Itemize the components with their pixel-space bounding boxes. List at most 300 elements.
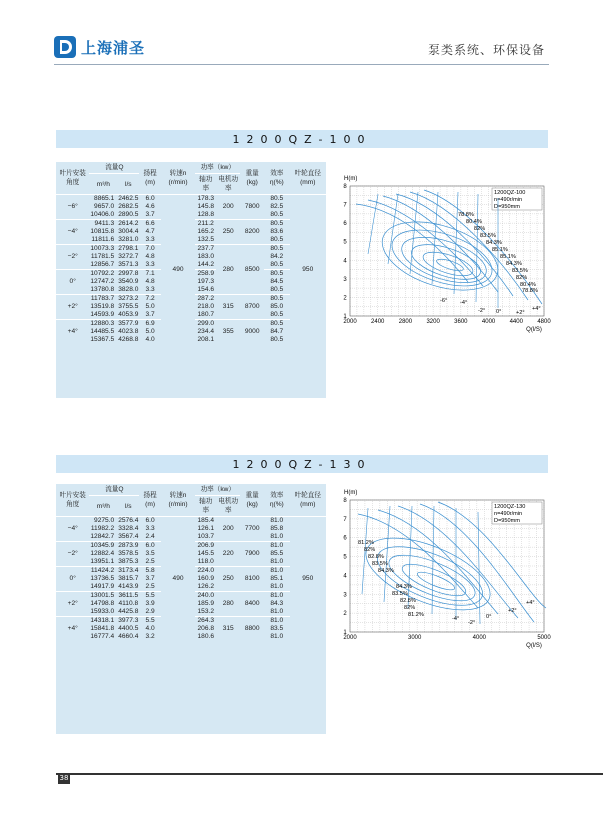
flow-ls-cell: 2576.4: [118, 517, 139, 524]
x-tick-label: 3600: [454, 319, 468, 325]
motor-power-cell: 315: [216, 617, 240, 642]
angle-cell: −4°: [67, 525, 78, 532]
head-cell: 4.8: [145, 253, 155, 260]
footer-divider: [56, 773, 603, 775]
head-cell: 4.0: [145, 336, 155, 343]
y-tick-label: 8: [343, 184, 347, 190]
efficiency-label: 80.4%: [466, 219, 482, 225]
diameter-cell: 950: [302, 575, 314, 582]
table-row: [56, 517, 326, 526]
y-tick-label: 1: [343, 314, 347, 320]
efficiency-cell: 85.5: [270, 550, 284, 557]
legend-text: n=490r/min: [494, 197, 523, 203]
angle-cell: −2°: [56, 245, 89, 270]
efficiency-cell: 81.0: [264, 592, 289, 601]
efficiency-label: 82.8%: [400, 598, 416, 604]
table-header: 叶片安装角度: [56, 162, 89, 195]
efficiency-label: 82.8%: [368, 554, 384, 560]
x-axis-label: Q(l/S): [526, 327, 542, 333]
efficiency-label: 82%: [364, 547, 376, 553]
table-header: 轴功率: [195, 174, 216, 195]
flow-ls-cell: 2873.9: [118, 542, 139, 549]
head-cell: 3.9: [145, 600, 155, 607]
efficiency-label: 78.8%: [458, 212, 474, 218]
weight-cell: 8400: [240, 592, 264, 617]
head-cell: 3.2: [145, 633, 155, 640]
efficiency-cell: 80.5: [270, 336, 284, 343]
flow-m3h-cell: 14798.8: [90, 600, 115, 607]
motor-power-cell: 280: [216, 245, 240, 295]
head-curve: [378, 510, 498, 614]
efficiency-label: 84.3%: [486, 240, 502, 246]
flow-ls-cell: 3578.5: [118, 550, 139, 557]
efficiency-label: 81.2%: [358, 540, 374, 546]
y-tick-label: 3: [343, 592, 347, 599]
flow-m3h-cell: 13736.5: [90, 575, 115, 582]
shaft-power-cell: 258.9: [195, 270, 216, 279]
x-tick-label: 2000: [343, 635, 357, 641]
efficiency-label: 84.3%: [396, 584, 412, 590]
flow-m3h-cell: 9275.0: [94, 517, 115, 524]
angle-cell: +2°: [56, 295, 89, 320]
efficiency-label: 84.3%: [506, 261, 522, 267]
motor-power-cell: 280: [216, 592, 240, 617]
legend-text: 1200QZ-100: [494, 190, 526, 196]
efficiency-cell: 80.5: [270, 286, 284, 293]
shaft-power-cell: 180.7: [197, 311, 215, 318]
blade-angle-label: -2°: [468, 620, 476, 626]
flow-m3h-cell: 12747.2: [90, 278, 115, 285]
angle-cell: 0°: [56, 270, 89, 295]
table-header: 轴功率: [195, 496, 216, 517]
flow-ls-cell: 4023.8: [118, 328, 139, 335]
flow-m3h-cell: 13001.5: [89, 592, 117, 601]
speed-cell: 490: [172, 265, 184, 273]
flow-m3h-cell: 11783.7: [89, 295, 117, 304]
blade-angle-label: -4°: [460, 300, 468, 306]
table-header: 效率η(%): [264, 484, 289, 517]
head-cell: 4.0: [145, 625, 155, 632]
flow-m3h-cell: 13780.8: [90, 286, 115, 293]
flow-ls-cell: 2682.5: [118, 203, 139, 210]
flow-ls-cell: 3273.2: [118, 295, 139, 302]
flow-m3h-cell: 12856.7: [90, 261, 115, 268]
flow-m3h-cell: 9657.0: [94, 203, 115, 210]
efficiency-curve: [416, 569, 457, 593]
blade-angle-label: -6°: [440, 298, 448, 304]
shaft-power-cell: 211.2: [195, 220, 216, 229]
flow-m3h-cell: 11982.2: [90, 525, 115, 532]
blade-angle-label: 0°: [486, 614, 492, 620]
blade-angle-label: +2°: [508, 608, 517, 614]
table-header: 叶轮直径(mm): [290, 484, 326, 517]
page-number: 38: [59, 774, 69, 782]
efficiency-label: 83.5%: [392, 591, 408, 597]
efficiency-cell: 80.5: [270, 261, 284, 268]
angle-cell: −2°: [56, 542, 89, 567]
efficiency-cell: 80.5: [270, 211, 284, 218]
efficiency-cell: 81.0: [270, 558, 284, 565]
table-header: m³/h: [89, 174, 117, 195]
efficiency-cell: 84.5: [270, 278, 284, 285]
flow-ls-cell: 4110.8: [118, 600, 139, 607]
table-header: 叶轮直径(mm): [290, 162, 326, 195]
table-header: 扬程(m): [139, 162, 160, 195]
shaft-power-cell: 185.9: [197, 600, 215, 607]
shaft-power-cell: 118.0: [197, 558, 214, 565]
x-tick-label: 2400: [371, 319, 385, 325]
flow-m3h-cell: 10345.9: [89, 542, 117, 551]
angle-cell: 0°: [56, 567, 89, 592]
y-tick-label: 4: [343, 258, 347, 265]
flow-m3h-cell: 10815.8: [90, 228, 115, 235]
efficiency-label: 81.2%: [408, 612, 424, 618]
flow-ls-cell: 3755.5: [118, 303, 139, 310]
flow-m3h-cell: 14917.9: [90, 583, 115, 590]
x-tick-label: 4000: [472, 635, 487, 641]
speed-cell: 490: [172, 575, 184, 582]
motor-power-cell: 250: [216, 220, 240, 245]
blade-angle-label: +4°: [526, 600, 535, 606]
flow-ls-cell: 3328.4: [118, 525, 139, 532]
table-header: 流量Q: [89, 484, 139, 496]
flow-m3h-cell: 8865.1: [94, 195, 115, 202]
head-cell: 7.0: [139, 245, 160, 254]
flow-m3h-cell: 12882.4: [90, 550, 115, 557]
section-panel-2: [56, 476, 551, 738]
y-tick-label: 6: [343, 221, 347, 228]
head-cell: 5.0: [145, 303, 155, 310]
table-header: 重量(kg): [240, 162, 264, 195]
flow-ls-cell: 3540.9: [118, 278, 139, 285]
head-cell: 3.3: [145, 261, 155, 268]
head-cell: 2.9: [145, 608, 155, 615]
brand-logo-icon: [54, 36, 76, 58]
flow-ls-cell: 2890.5: [118, 211, 139, 218]
efficiency-cell: 84.7: [270, 328, 284, 335]
head-cell: 3.3: [145, 525, 155, 532]
weight-cell: 8700: [240, 295, 264, 320]
efficiency-label: 84.3%: [378, 568, 394, 574]
flow-ls-cell: 3875.3: [118, 558, 139, 565]
head-cell: 5.5: [139, 592, 160, 601]
flow-ls-cell: 3977.3: [118, 617, 139, 624]
shaft-power-cell: 218.0: [197, 303, 215, 310]
legend-text: D=950mm: [494, 518, 520, 524]
shaft-power-cell: 234.4: [197, 328, 215, 335]
header-divider: [54, 64, 549, 65]
shaft-power-cell: 299.0: [195, 320, 216, 329]
efficiency-cell: 82.5: [270, 203, 284, 210]
flow-ls-cell: 4053.9: [118, 311, 139, 318]
brand-name: 上海浦圣: [81, 38, 146, 57]
efficiency-cell: 84.3: [270, 600, 284, 607]
spec-table: [56, 162, 326, 344]
head-cell: 7.2: [139, 295, 160, 304]
efficiency-cell: 80.5: [270, 236, 284, 243]
efficiency-cell: 80.5: [270, 195, 284, 202]
shaft-power-cell: 208.1: [197, 336, 215, 343]
shaft-power-cell: 183.0: [197, 253, 215, 260]
flow-ls-cell: 4400.5: [118, 625, 139, 632]
head-cell: 3.3: [145, 286, 155, 293]
table-header: 功率（kw）: [195, 162, 240, 174]
efficiency-cell: 83.5: [270, 625, 284, 632]
shaft-power-cell: 287.2: [195, 295, 216, 304]
flow-m3h-cell: 14318.1: [89, 617, 117, 626]
efficiency-cell: 81.0: [270, 608, 284, 615]
shaft-power-cell: 206.8: [197, 625, 215, 632]
flow-m3h-cell: 15841.8: [90, 625, 115, 632]
brand-logo: [54, 34, 145, 60]
efficiency-cell: 84.2: [270, 253, 284, 260]
head-cell: 2.5: [145, 583, 155, 590]
x-tick-label: 3200: [426, 319, 440, 325]
performance-table-1: [56, 162, 326, 398]
table-header: 电机功率: [216, 174, 240, 195]
efficiency-label: 82%: [404, 605, 416, 611]
shaft-power-cell: 126.1: [197, 525, 215, 532]
weight-cell: 7700: [244, 525, 260, 532]
shaft-power-cell: 132.5: [197, 236, 215, 243]
head-cell: 4.7: [145, 228, 155, 235]
flow-m3h-cell: 14485.5: [90, 328, 115, 335]
y-tick-label: 5: [343, 554, 347, 561]
efficiency-cell: 81.0: [264, 542, 289, 551]
shaft-power-cell: 145.8: [197, 203, 215, 210]
weight-cell: 9000: [240, 320, 264, 345]
efficiency-cell: 80.5: [264, 245, 289, 254]
flow-m3h-cell: 15933.0: [90, 608, 115, 615]
table-header: 叶片安装角度: [56, 484, 89, 517]
x-axis-label: Q(l/S): [526, 643, 542, 649]
head-cell: 7.1: [139, 270, 160, 279]
efficiency-cell: 85.1: [270, 575, 284, 582]
flow-m3h-cell: 11781.5: [90, 253, 115, 260]
table-header: 功率（kw）: [195, 484, 240, 496]
efficiency-cell: 80.5: [264, 270, 289, 279]
flow-ls-cell: 3611.5: [118, 592, 139, 599]
head-cell: 5.8: [139, 567, 160, 576]
head-cell: 6.0: [145, 195, 155, 202]
y-tick-label: 4: [343, 573, 347, 580]
y-tick-label: 5: [343, 239, 347, 246]
head-cell: 6.9: [139, 320, 160, 329]
weight-cell: 7900: [240, 542, 264, 567]
efficiency-label: 85.1%: [500, 254, 516, 260]
blade-angle-label: 0°: [496, 309, 502, 315]
flow-m3h-cell: 10792.2: [89, 270, 117, 279]
efficiency-label: 80.4%: [520, 282, 536, 288]
efficiency-label: 82%: [474, 226, 486, 232]
flow-ls-cell: 3577.9: [118, 320, 139, 327]
flow-m3h-cell: 12880.3: [89, 320, 117, 329]
blade-angle-label: +2°: [516, 310, 525, 316]
motor-power-cell: 355: [216, 320, 240, 345]
efficiency-label: 85.1%: [492, 247, 508, 253]
angle-cell: −6°: [67, 203, 78, 210]
legend-text: 1200QZ-130: [494, 504, 526, 510]
flow-ls-cell: 3815.7: [118, 575, 139, 582]
shaft-power-cell: 240.0: [195, 592, 216, 601]
motor-power-cell: 220: [216, 542, 240, 567]
efficiency-cell: 80.5: [264, 320, 289, 329]
efficiency-line: [384, 506, 390, 602]
shaft-power-cell: 224.0: [195, 567, 216, 576]
y-axis-label: H(m): [344, 490, 358, 496]
efficiency-label: 83.5%: [372, 561, 388, 567]
motor-power-cell: 200: [222, 203, 234, 210]
shaft-power-cell: 180.6: [197, 633, 215, 640]
performance-chart-1: [328, 164, 551, 350]
table-header: 重量(kg): [240, 484, 264, 517]
flow-ls-cell: 3272.7: [118, 253, 139, 260]
head-cell: 6.0: [145, 517, 155, 524]
flow-m3h-cell: 10406.0: [90, 211, 115, 218]
blade-angle-label: -2°: [478, 308, 486, 314]
head-cell: 2.4: [145, 533, 155, 540]
table-header: m³/h: [89, 496, 117, 517]
flow-m3h-cell: 10073.3: [89, 245, 117, 254]
angle-cell: +4°: [56, 320, 89, 345]
section-title-2: 1200QZ-130: [56, 455, 548, 473]
head-cell: 3.3: [145, 236, 155, 243]
legend-text: n=490r/min: [494, 511, 523, 517]
efficiency-label: 78.8%: [522, 288, 538, 294]
section-panel-1: [56, 152, 551, 400]
y-tick-label: 8: [343, 498, 347, 504]
shaft-power-cell: 128.8: [197, 211, 215, 218]
shaft-power-cell: 197.3: [197, 278, 215, 285]
x-tick-label: 2800: [398, 319, 413, 325]
shaft-power-cell: 145.5: [197, 550, 215, 557]
weight-cell: 7800: [244, 203, 260, 210]
shaft-power-cell: 126.2: [197, 583, 215, 590]
shaft-power-cell: 185.4: [197, 517, 215, 524]
y-axis-label: H(m): [344, 176, 358, 182]
shaft-power-cell: 206.9: [195, 542, 216, 551]
shaft-power-cell: 153.2: [197, 608, 215, 615]
shaft-power-cell: 264.3: [195, 617, 216, 626]
flow-m3h-cell: 12842.7: [90, 533, 115, 540]
head-cell: 3.5: [145, 550, 155, 557]
flow-ls-cell: 4268.8: [118, 336, 139, 343]
flow-m3h-cell: 13519.8: [90, 303, 115, 310]
flow-ls-cell: 4660.4: [118, 633, 139, 640]
head-cell: 5.5: [139, 617, 160, 626]
flow-m3h-cell: 11424.2: [89, 567, 117, 576]
efficiency-cell: 85.8: [270, 525, 284, 532]
efficiency-label: 82%: [516, 275, 528, 281]
flow-m3h-cell: 9411.3: [89, 220, 117, 229]
performance-table-2: [56, 484, 326, 734]
x-tick-label: 4800: [537, 319, 551, 325]
table-header: 转速n (r/min): [161, 484, 196, 517]
angle-cell: +4°: [56, 617, 89, 642]
motor-power-cell: 250: [216, 567, 240, 592]
y-tick-label: 2: [343, 295, 347, 302]
efficiency-cell: 85.0: [270, 303, 284, 310]
flow-ls-cell: 3173.4: [118, 567, 139, 574]
table-header: l/s: [117, 496, 139, 517]
x-tick-label: 5000: [537, 635, 551, 641]
flow-m3h-cell: 16777.4: [90, 633, 115, 640]
head-cell: 6.0: [139, 542, 160, 551]
flow-ls-cell: 3004.4: [118, 228, 139, 235]
table-header: 电机功率: [216, 496, 240, 517]
efficiency-line: [368, 194, 378, 254]
table-header: 流量Q: [89, 162, 139, 174]
efficiency-cell: 81.0: [264, 617, 289, 626]
weight-cell: 8100: [240, 567, 264, 592]
shaft-power-cell: 178.3: [197, 195, 215, 202]
x-tick-label: 2000: [343, 319, 357, 325]
table-header: l/s: [117, 174, 139, 195]
efficiency-cell: 80.5: [264, 220, 289, 229]
y-tick-label: 1: [343, 630, 347, 636]
efficiency-cell: 83.6: [270, 228, 284, 235]
head-cell: 4.8: [145, 278, 155, 285]
header-slogan: 泵类系统、环保设备: [427, 43, 545, 57]
diameter-cell: 950: [302, 265, 314, 273]
efficiency-line: [408, 506, 412, 608]
efficiency-label: 83.5%: [512, 268, 528, 274]
spec-table: [56, 484, 326, 641]
weight-cell: 8500: [240, 245, 264, 295]
shaft-power-cell: 160.9: [197, 575, 215, 582]
head-cell: 4.6: [145, 203, 155, 210]
efficiency-cell: 80.5: [270, 311, 284, 318]
motor-power-cell: 315: [216, 295, 240, 320]
efficiency-label: 83.5%: [480, 233, 496, 239]
y-tick-label: 6: [343, 535, 347, 542]
blade-angle-label: -4°: [452, 616, 460, 622]
shaft-power-cell: 237.7: [195, 245, 216, 254]
table-header: 转速n (r/min): [161, 162, 196, 195]
flow-ls-cell: 2997.8: [118, 270, 139, 277]
angle-cell: −4°: [56, 220, 89, 245]
head-cell: 6.6: [139, 220, 160, 229]
x-tick-label: 3000: [407, 635, 422, 641]
blade-angle-label: +4°: [532, 306, 541, 312]
shaft-power-cell: 165.2: [197, 228, 215, 235]
shaft-power-cell: 144.2: [197, 261, 215, 268]
efficiency-curve: [420, 247, 475, 280]
head-cell: 3.7: [145, 211, 155, 218]
efficiency-cell: 80.5: [264, 295, 289, 304]
weight-cell: 8200: [240, 220, 264, 245]
flow-ls-cell: 4425.8: [118, 608, 139, 615]
flow-ls-cell: 3828.0: [118, 286, 139, 293]
table-header: 扬程(m): [139, 484, 160, 517]
flow-m3h-cell: 13951.1: [90, 558, 115, 565]
efficiency-cell: 81.0: [270, 583, 284, 590]
y-tick-label: 7: [343, 516, 347, 523]
flow-m3h-cell: 11811.6: [91, 236, 115, 243]
y-tick-label: 2: [343, 611, 347, 618]
efficiency-cell: 81.0: [270, 633, 284, 640]
y-tick-label: 7: [343, 202, 347, 209]
flow-ls-cell: 3571.3: [118, 261, 139, 268]
head-cell: 3.7: [145, 575, 155, 582]
x-tick-label: 4400: [509, 319, 523, 325]
head-cell: 2.5: [145, 558, 155, 565]
flow-ls-cell: 3567.4: [118, 533, 139, 540]
efficiency-cell: 81.0: [264, 567, 289, 576]
section-title-1: 1200QZ-100: [56, 130, 548, 148]
motor-power-cell: 200: [222, 525, 234, 532]
flow-m3h-cell: 15367.5: [90, 336, 115, 343]
